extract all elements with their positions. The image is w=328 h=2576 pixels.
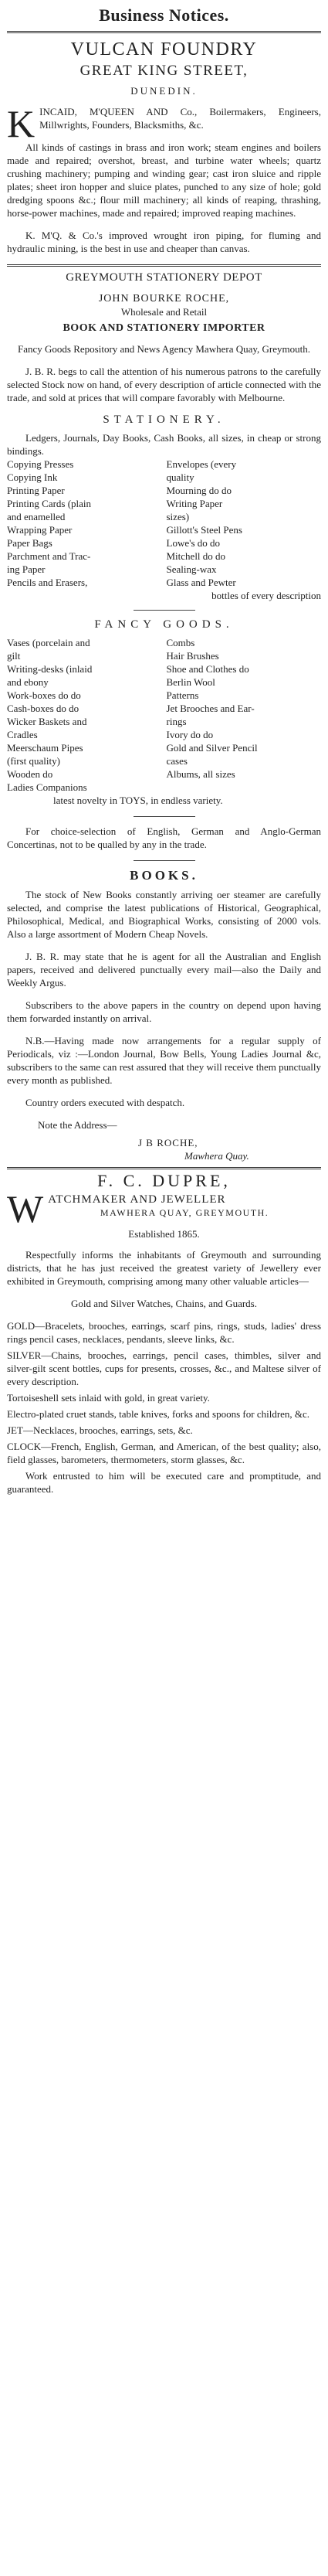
list-item: Parchment and Trac- (7, 550, 91, 562)
dupre-address: MAWHERA QUAY, GREYMOUTH. (100, 1207, 269, 1218)
dupre-trade: ATCHMAKER AND JEWELLER (48, 1193, 226, 1206)
jewellery-item-text: Tortoiseshell sets inlaid with gold, in great variety. (7, 1392, 210, 1404)
fancy-goods-tail: latest novelty in TOYS, in endless variety. (53, 795, 223, 806)
dupre-trade-block (7, 1190, 321, 1224)
list-item: Wrapping Paper (7, 524, 73, 536)
vulcan-paragraph-1: All kinds of castings in brass and iron work; steam engines and boilers made and repaired; overshot, breast, and turbine water wheels; quartz crushing machinery; pumping and winding gear; cast iron sluice and ripple plates; sheet iron hopper and sluice plates, punched to any size of hole; gold dredging spoons &c.; flour mill machinery; all kinds of reaping, thrashing, horse-power machines, made and repaired; improved reaping machines. (7, 141, 321, 219)
stationery-proprietor: JOHN BOURKE ROCHE, (98, 293, 230, 305)
list-item: Writing Paper (166, 498, 223, 509)
stationery-repository: Fancy Goods Repository and News Agency Mawhera Quay, Greymouth. (18, 343, 310, 355)
list-item: and ebony (7, 676, 49, 688)
stationery-heading: STATIONERY. (103, 413, 225, 426)
list-item: Jet Brooches and Ear- (166, 703, 255, 714)
list-row (7, 702, 321, 715)
list-row (7, 484, 321, 497)
books-paragraph-2: J. B. R. may state that he is agent for all the Australian and English papers, received and delivered punctually every mail—also the Daily and Weekly Argus. (7, 951, 321, 989)
list-row (7, 523, 321, 536)
fancy-goods-list (7, 636, 321, 794)
address-note: Note the Address— (38, 1119, 117, 1131)
vulcan-city: DUNEDIN. (130, 85, 198, 97)
books-paragraph-4: N.B.—Having made now arrangements for a regular supply of Periodicals, viz :—London Journal, Bow Bells, Young Ladies Journal &c, subscribers to the same can rest assured that they will receive them punctually every month as published. (7, 1035, 321, 1086)
list-item: Glass and Pewter (166, 577, 236, 588)
divider (7, 1167, 321, 1169)
list-row (7, 662, 321, 675)
list-item: Sealing-wax (166, 563, 217, 575)
stationery-business: BOOK AND STATIONERY IMPORTER (63, 322, 265, 334)
vulcan-foundry-ad (7, 38, 321, 255)
divider (134, 860, 195, 861)
books-heading: BOOKS. (130, 868, 198, 883)
list-item: Envelopes (every (166, 458, 237, 470)
list-item: sizes) (166, 511, 190, 522)
list-row (7, 458, 321, 471)
list-row (7, 576, 321, 589)
list-item: Printing Cards (plain (7, 498, 92, 509)
list-item: Lowe's do do (166, 537, 221, 549)
stationery-title: GREYMOUTH STATIONERY DEPOT (66, 271, 262, 284)
list-item: Hair Brushes (166, 650, 219, 662)
dupre-subhead: Gold and Silver Watches, Chains, and Guards. (71, 1298, 257, 1309)
divider (7, 31, 321, 33)
list-item: Wicker Baskets and (7, 716, 87, 727)
list-item: Mourning do do (166, 485, 232, 496)
dupre-ad (7, 1171, 321, 1496)
list-item: Gold and Silver Pencil (166, 742, 258, 754)
list-row (7, 649, 321, 662)
list-row (7, 754, 321, 767)
list-row (7, 471, 321, 484)
jewellery-item-text: —Chains, brooches, earrings, pencil cases, thimbles, silver and silver-gilt scent bottles, cups for presents, crosses, &c., and Maltese silver of every description. (7, 1349, 321, 1387)
vulcan-address: GREAT KING STREET, (79, 63, 249, 79)
vulcan-title: VULCAN FOUNDRY (70, 39, 258, 60)
fancy-goods-heading: FANCY GOODS. (94, 618, 234, 631)
list-item: Writing-desks (inlaid (7, 663, 93, 675)
list-item: and enamelled (7, 511, 66, 522)
dupre-dropcap: W (7, 1190, 44, 1224)
list-row (7, 536, 321, 550)
list-row (7, 636, 321, 649)
signature-name: J B ROCHE, (138, 1137, 198, 1148)
list-item: Wooden do (7, 768, 53, 780)
list-item: Printing Paper (7, 485, 65, 496)
list-row (7, 550, 321, 563)
stationery-trade: Wholesale and Retail (120, 306, 208, 318)
dupre-intro: Respectfully informs the inhabitants of Greymouth and surrounding districts, that he has just received the greatest variety of Jewellery ever exhibited in Greymouth, comprising among many other valuable articles— (7, 1249, 321, 1287)
list-item: Paper Bags (7, 537, 52, 549)
divider (134, 816, 195, 817)
list-item: Combs (166, 637, 195, 648)
list-item: (first quality) (7, 755, 60, 767)
dupre-closing: Work entrusted to him will be executed care and promptitude, and guaranteed. (7, 1470, 321, 1495)
list-row (7, 741, 321, 754)
jewellery-item (7, 1349, 321, 1388)
list-item: Berlin Wool (166, 676, 215, 688)
list-item: Work-boxes do do (7, 689, 81, 701)
list-item: Ivory do do (166, 729, 214, 740)
list-row (7, 675, 321, 689)
list-item: Shoe and Clothes do (166, 663, 249, 675)
list-item: quality (166, 471, 194, 483)
list-row (7, 689, 321, 702)
dupre-name: F. C. DUPRE, (97, 1171, 231, 1190)
list-row (7, 715, 321, 728)
stationery-depot-ad (7, 271, 321, 1162)
divider (7, 264, 321, 267)
jewellery-item-key: SILVER (7, 1349, 42, 1361)
jewellery-item-text: —French, English, German, and American, of the best quality; also, field glasses, barometers, thermometers, storm glasses, &c. (7, 1441, 321, 1465)
stationery-intro: J. B. R. begs to call the attention of his numerous patrons to the carefully selected Stock now on hand, of every description of article connected with the trade, and sold at prices that will compare favorably with Melbourne. (7, 366, 321, 403)
jewellery-item (7, 1424, 321, 1437)
list-row (7, 781, 321, 794)
list-item: cases (166, 755, 188, 767)
divider (134, 610, 195, 611)
list-item: Copying Ink (7, 471, 58, 483)
stationery-list (7, 458, 321, 589)
list-item: Cradles (7, 729, 38, 740)
list-row (7, 497, 321, 510)
list-item: gilt (7, 650, 21, 662)
jewellery-item (7, 1319, 321, 1346)
dupre-established: Established 1865. (128, 1228, 200, 1240)
dupre-items (7, 1319, 321, 1466)
list-item: Cash-boxes do do (7, 703, 79, 714)
list-row (7, 767, 321, 781)
list-row (7, 563, 321, 576)
jewellery-item (7, 1440, 321, 1466)
list-item: Pencils and Erasers, (7, 577, 88, 588)
jewellery-item-key: JET (7, 1424, 23, 1436)
signature-address: Mawhera Quay. (184, 1150, 249, 1162)
stationery-lead: Ledgers, Journals, Day Books, Cash Books, all sizes, in cheap or strong bindings. (7, 432, 321, 457)
list-row (7, 728, 321, 741)
vulcan-intro (7, 102, 321, 145)
list-item: Ladies Companions (7, 781, 87, 793)
list-item: Gillott's Steel Pens (166, 524, 242, 536)
jewellery-item (7, 1391, 321, 1404)
jewellery-item-text: —Bracelets, brooches, earrings, scarf pins, rings, studs, ladies' dress rings pencil cases, necklaces, pendants, sleeve links, &c. (7, 1320, 321, 1345)
jewellery-item-text: Electro-plated cruet stands, table knives, forks and spoons for children, &c. (7, 1408, 310, 1420)
list-item: Albums, all sizes (166, 768, 235, 780)
vulcan-dropcap: K (7, 102, 36, 145)
list-item: Patterns (166, 689, 199, 701)
list-item: Copying Presses (7, 458, 74, 470)
books-paragraph-3: Subscribers to the above papers in the country on depend upon having them forwarded instantly on arrival. (7, 999, 321, 1024)
vulcan-paragraph-2: K. M'Q. & Co.'s improved wrought iron piping, for fluming and hydraulic mining, is the best in use and cheaper than canvas. (7, 230, 321, 254)
jewellery-item-key: CLOCK (7, 1441, 42, 1452)
jewellery-item-text: —Necklaces, brooches, earrings, sets, &c. (22, 1424, 193, 1436)
books-paragraph-1: The stock of New Books constantly arriving oer steamer are carefully selected, and comprise the latest publications of Historical, Geographical, Philosophical, Medical, and Biographical Works, consisting of 2000 vols. Also a large assortment of Modern Cheap Novels. (7, 889, 321, 940)
jewellery-item-key: GOLD (7, 1320, 36, 1332)
list-row (7, 510, 321, 523)
masthead: Business Notices. (99, 5, 229, 25)
list-item: rings (166, 716, 187, 727)
list-item: Meerschaum Pipes (7, 742, 83, 754)
list-item: Mitchell do do (166, 550, 226, 562)
jewellery-item (7, 1407, 321, 1421)
concertina-notice: For choice-selection of English, German and Anglo-German Concertinas, not to be qualled by any in the trade. (7, 825, 321, 850)
books-paragraph-5: Country orders executed with despatch. (25, 1097, 185, 1108)
vulcan-intro-text: INCAID, M'QUEEN AND Co., Boilermakers, Engineers, Millwrights, Founders, Blacksmiths, &c. (39, 106, 321, 131)
stationery-tail: bottles of every description (211, 590, 321, 601)
list-item: ing Paper (7, 563, 46, 575)
list-item: Vases (porcelain and (7, 637, 90, 648)
